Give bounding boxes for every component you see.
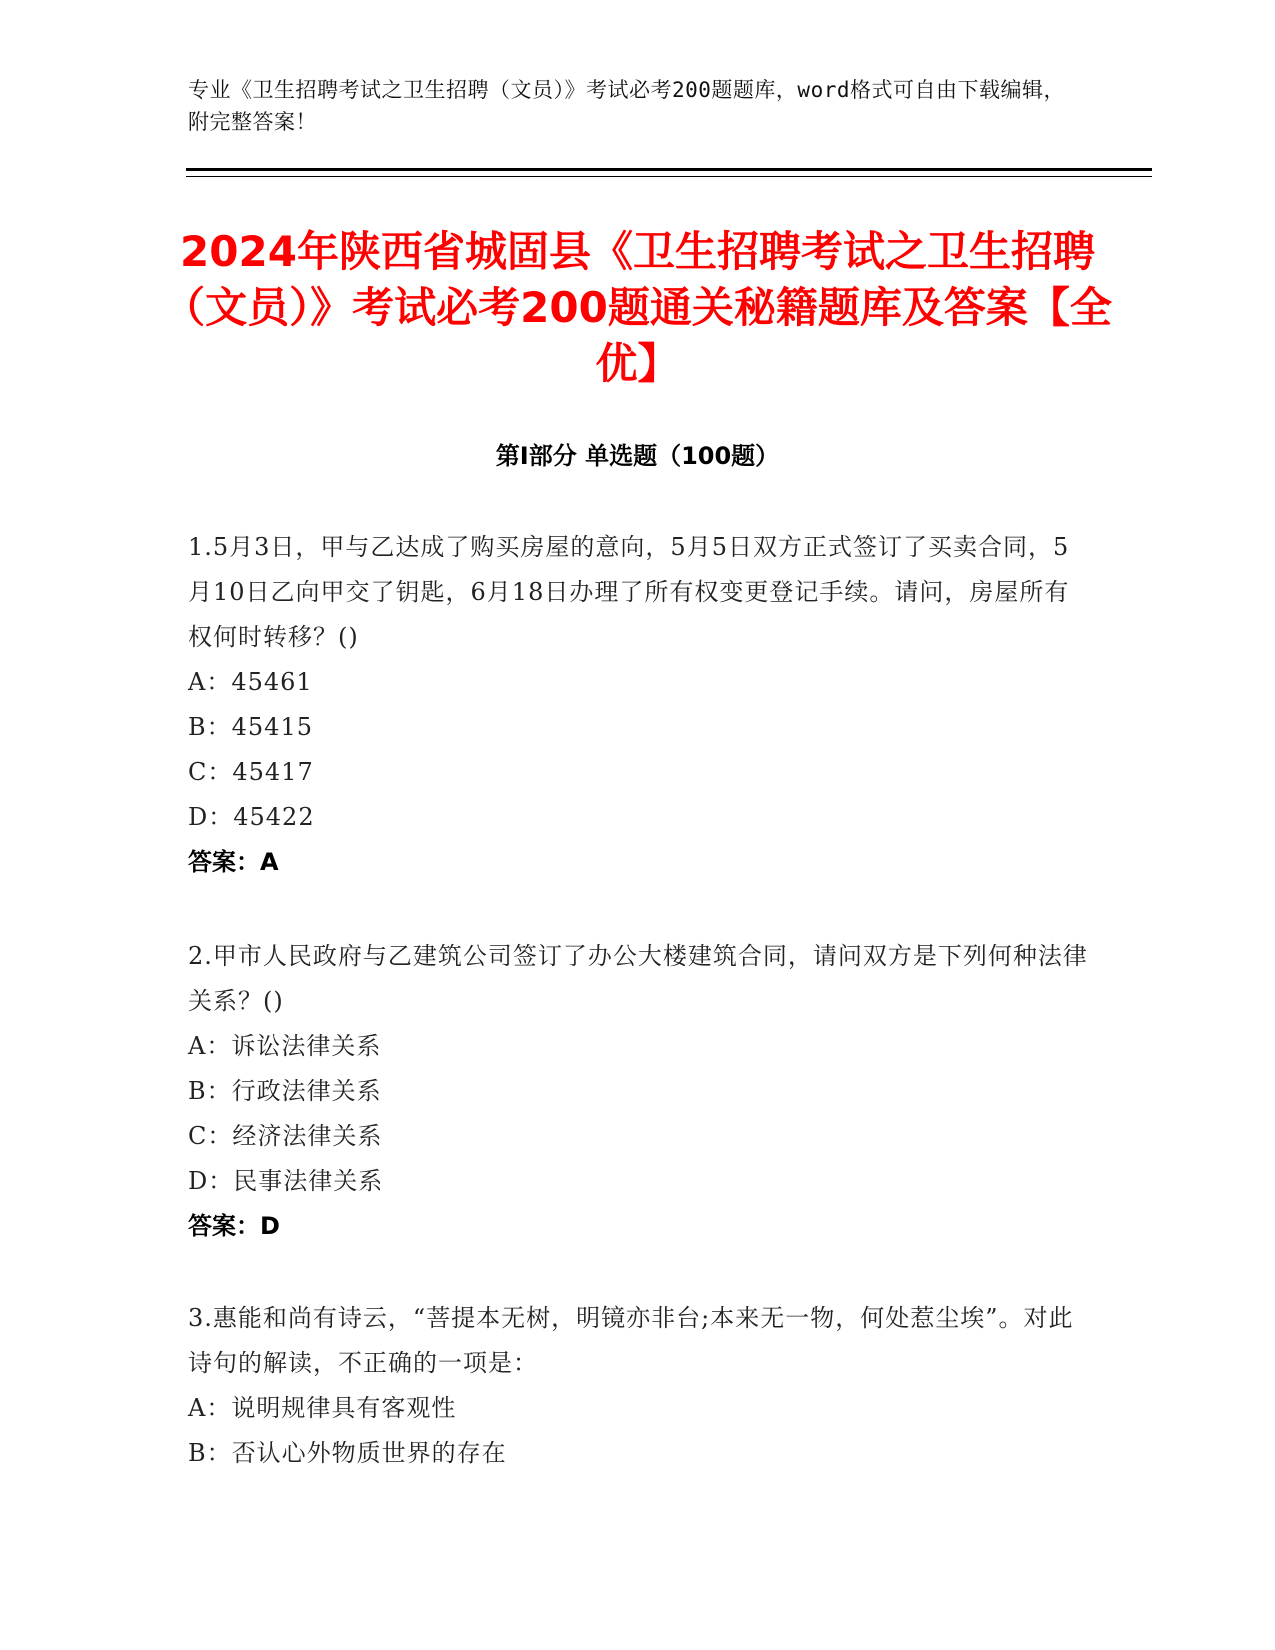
option-b: B：否认心外物质世界的存在 — [188, 1439, 507, 1467]
header-note: 专业《卫生招聘考试之卫生招聘（文员）》考试必考200题题库，word格式可自由下载编辑，附完整答案！ — [188, 78, 1065, 134]
section-title: 第I部分 单选题（100题） — [495, 442, 780, 470]
option-a: A：45461 — [188, 668, 313, 696]
answer: 答案：A — [188, 848, 279, 876]
question-stem: 3.惠能和尚有诗云，“菩提本无树，明镜亦非台;本来无一物，何处惹尘埃”。对此诗句的解读，不正确的一项是： — [188, 1304, 1074, 1377]
question-stem: 2.甲市人民政府与乙建筑公司签订了办公大楼建筑合同，请问双方是下列何种法律关系？() — [188, 942, 1088, 1015]
question-3 — [188, 1296, 1088, 1476]
option-c: C：45417 — [188, 758, 314, 786]
option-d: D：45422 — [188, 803, 315, 831]
question-2 — [188, 934, 1088, 1249]
option-b: B：45415 — [188, 713, 313, 741]
header-divider-thick — [186, 168, 1152, 171]
header-divider-thin — [186, 176, 1152, 177]
option-d: D：民事法律关系 — [188, 1167, 384, 1195]
option-b: B：行政法律关系 — [188, 1077, 382, 1105]
question-1 — [188, 525, 1088, 885]
question-stem: 1.5月3日，甲与乙达成了购买房屋的意向，5月5日双方正式签订了买卖合同，5月10日乙向甲交了钥匙，6月18日办理了所有权变更登记手续。请问，房屋所有权何时转移？() — [188, 533, 1070, 651]
option-a: A：说明规律具有客观性 — [188, 1394, 457, 1422]
answer: 答案：D — [188, 1212, 280, 1240]
option-c: C：经济法律关系 — [188, 1122, 383, 1150]
document-title: 2024年陕西省城固县《卫生招聘考试之卫生招聘（文员）》考试必考200题通关秘籍题库及答案【全优】 — [163, 227, 1112, 388]
option-a: A：诉讼法律关系 — [188, 1032, 382, 1060]
